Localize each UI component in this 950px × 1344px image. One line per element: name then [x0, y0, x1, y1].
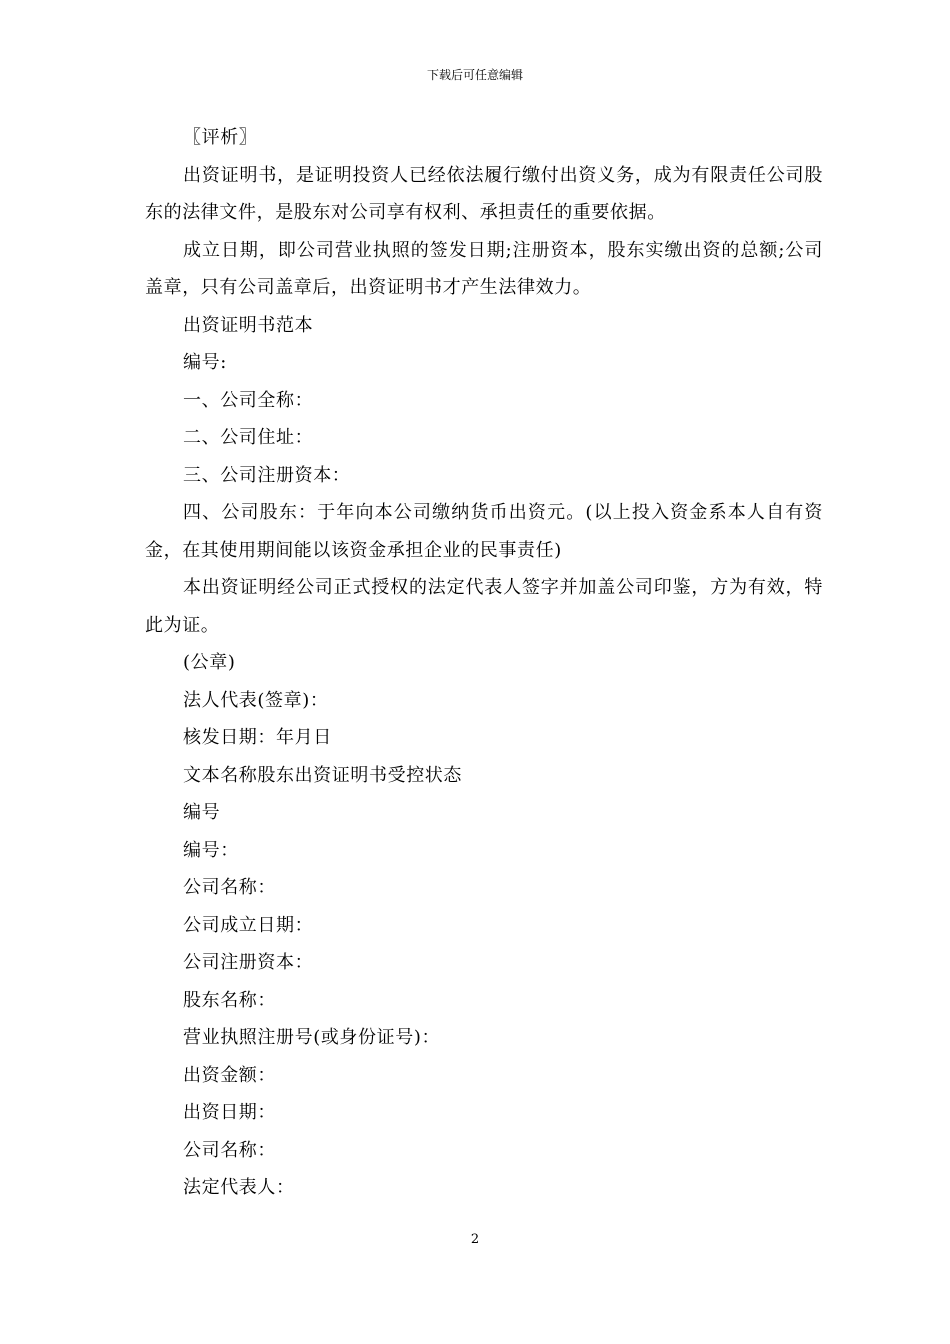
field-company-name-2: 公司名称：	[183, 1139, 276, 1161]
field-registered-capital: 三、公司注册资本：	[183, 464, 351, 486]
page-header: 下载后可任意编辑	[426, 68, 523, 82]
field-shareholder-name: 股东名称：	[183, 989, 276, 1011]
field-contribution-date: 出资日期：	[183, 1102, 276, 1123]
paragraph-explanation: 成立日期，即公司营业执照的签发日期;注册资本，股东实缴出资的总额;公司盖章，只有公司盖章后，出资证明书才产生法律效力。	[145, 239, 823, 298]
field-company-name: 公司名称：	[183, 877, 276, 898]
field-number-2: 编号：	[183, 839, 239, 861]
page-number: 2	[470, 1232, 480, 1247]
section-heading-analysis: 〖评析〗	[183, 127, 258, 148]
field-business-license-number: 营业执照注册号(或身份证号)：	[183, 1027, 441, 1048]
field-shareholder: 四、公司股东：于年向本公司缴纳货币出资元。(以上投入资金系本人自有资金，在其使用期间能以该资金承担企业的民事责任)	[145, 502, 823, 561]
field-company-established-date: 公司成立日期：	[183, 914, 314, 936]
field-company-full-name: 一、公司全称：	[183, 389, 314, 411]
field-number: 编号:	[183, 352, 227, 373]
text-document-name: 文本名称股东出资证明书受控状态	[183, 764, 462, 786]
document-body	[145, 119, 823, 1207]
field-company-address: 二、公司住址：	[183, 427, 314, 448]
field-legal-representative: 法定代表人：	[183, 1177, 295, 1198]
paragraph-definition: 出资证明书，是证明投资人已经依法履行缴付出资义务，成为有限责任公司股东的法律文件，是股东对公司享有权利、承担责任的重要依据。	[145, 164, 823, 223]
field-company-registered-capital: 公司注册资本：	[183, 952, 314, 973]
field-legal-representative-signature: 法人代表(签章)：	[183, 689, 329, 711]
text-number-label: 编号	[183, 802, 221, 823]
field-contribution-amount: 出资金额：	[183, 1064, 276, 1086]
field-seal: (公章)	[183, 652, 236, 673]
paragraph-validity: 本出资证明经公司正式授权的法定代表人签字并加盖公司印鉴，方为有效，特此为证。	[145, 577, 823, 636]
template-title: 出资证明书范本	[183, 314, 314, 336]
field-issue-date: 核发日期：年月日	[183, 727, 332, 748]
